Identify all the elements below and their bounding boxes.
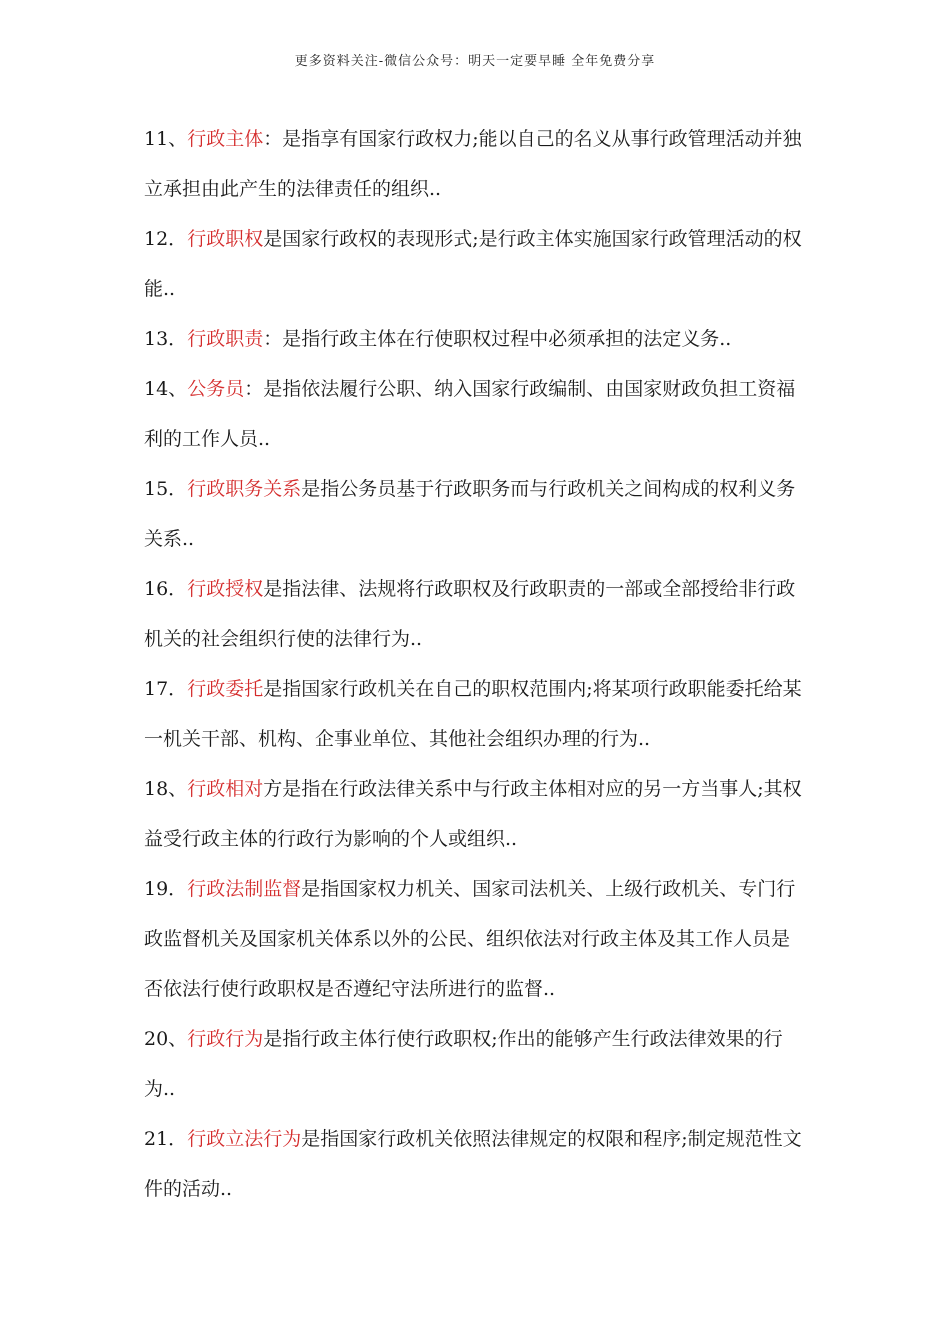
definition-entry-11 [144, 114, 804, 214]
defined-term: 行政授权 [187, 578, 264, 600]
entry-number: 11、 [144, 128, 188, 150]
definition-text: ：是指行政主体在行使职权过程中必须承担的法定义务.. [263, 328, 732, 350]
definition-text: 是国家行政权的表现形式;是行政主体实施国家行政管理活动的权能.. [144, 228, 802, 300]
definition-entry-14 [144, 364, 804, 464]
definition-text: 方是指在行政法律关系中与行政主体相对应的另一方当事人;其权益受行政主体的行政行为影响的个人或组织.. [144, 778, 802, 850]
definition-text: 是指国家行政机关在自己的职权范围内;将某项行政职能委托给某一机关干部、机构、企事业单位、其他社会组织办理的行为.. [144, 678, 802, 750]
definition-text: 是指法律、法规将行政职权及行政职责的一部或全部授给非行政机关的社会组织行使的法律行为.. [144, 578, 796, 650]
entry-number: 13． [144, 328, 188, 350]
definition-entry-20 [144, 1014, 804, 1114]
definition-entry-12 [144, 214, 804, 314]
entry-number: 15． [144, 478, 188, 500]
defined-term: 行政职务关系 [187, 478, 302, 500]
definition-entry-15 [144, 464, 804, 564]
entry-number: 17． [144, 678, 188, 700]
definition-entry-16 [144, 564, 804, 664]
definition-text: 是指国家权力机关、国家司法机关、上级行政机关、专门行政监督机关及国家机关体系以外的公民、组织依法对行政主体及其工作人员是否依法行使行政职权是否遵纪守法所进行的监督.. [144, 878, 796, 1000]
defined-term: 行政法制监督 [187, 878, 302, 900]
document-body [144, 114, 804, 1214]
page-header: 更多资料关注-微信公众号：明天一定要早睡 全年免费分享 [294, 54, 656, 69]
definition-entry-17 [144, 664, 804, 764]
defined-term: 公务员 [187, 378, 245, 400]
definition-text: 是指行政主体行使行政职权;作出的能够产生行政法律效果的行为.. [144, 1028, 783, 1100]
definition-text: ：是指享有国家行政权力;能以自己的名义从事行政管理活动并独立承担由此产生的法律责任的组织.. [144, 128, 802, 200]
entry-number: 16． [144, 578, 188, 600]
definition-text: 是指国家行政机关依照法律规定的权限和程序;制定规范性文件的活动.. [144, 1128, 802, 1200]
defined-term: 行政委托 [187, 678, 264, 700]
defined-term: 行政行为 [187, 1028, 264, 1050]
defined-term: 行政职权 [187, 228, 264, 250]
entry-number: 12． [144, 228, 188, 250]
definition-entry-13 [144, 314, 804, 364]
defined-term: 行政职责 [187, 328, 264, 350]
definition-text: ：是指依法履行公职、纳入国家行政编制、由国家财政负担工资福利的工作人员.. [144, 378, 796, 450]
entry-number: 21． [144, 1128, 188, 1150]
entry-number: 19． [144, 878, 188, 900]
defined-term: 行政立法行为 [187, 1128, 302, 1150]
defined-term: 行政主体 [187, 128, 264, 150]
entry-number: 20、 [144, 1028, 188, 1050]
definition-entry-18 [144, 764, 804, 864]
definition-entry-21 [144, 1114, 804, 1214]
definition-entry-19 [144, 864, 804, 1014]
entry-number: 18、 [144, 778, 188, 800]
entry-number: 14、 [144, 378, 188, 400]
definition-text: 是指公务员基于行政职务而与行政机关之间构成的权利义务关系.. [144, 478, 796, 550]
defined-term: 行政相对 [187, 778, 264, 800]
